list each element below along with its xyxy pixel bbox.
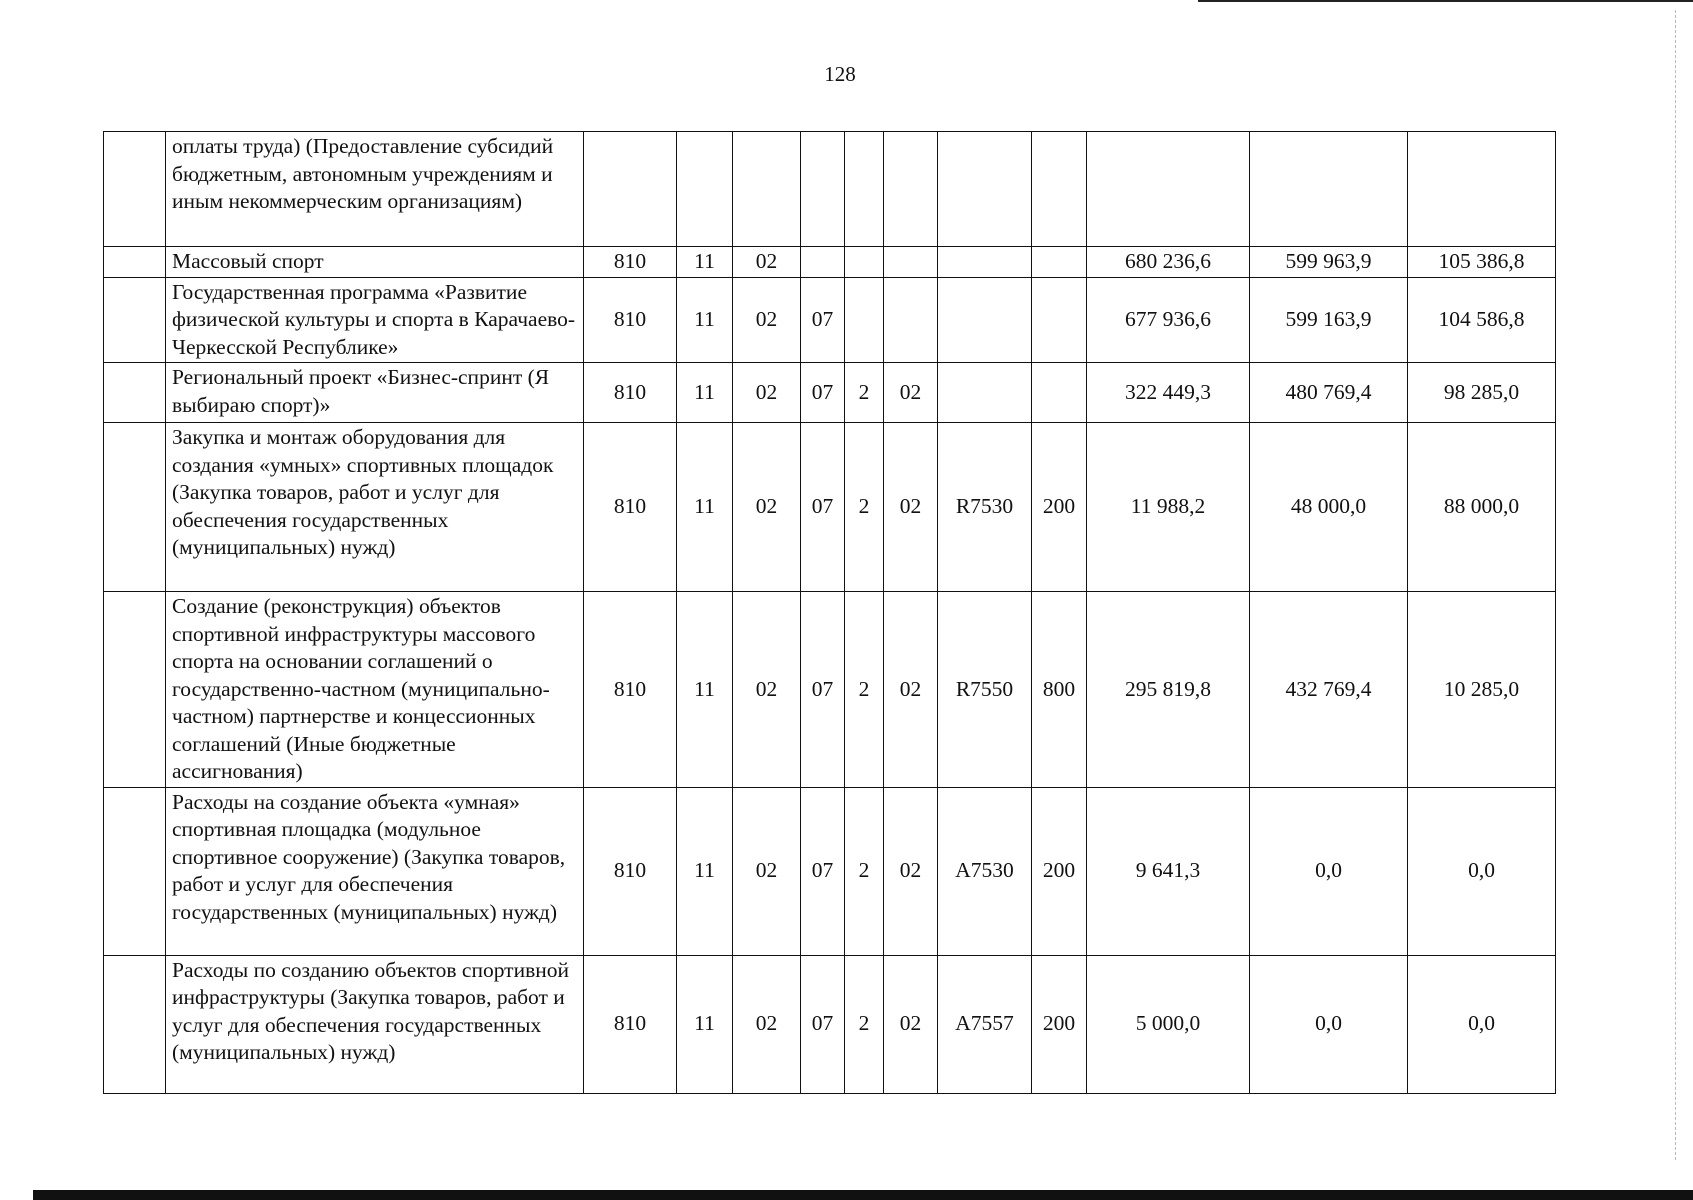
measure-code-cell <box>884 132 938 247</box>
expense-type-cell <box>1032 277 1087 363</box>
measure-code-cell <box>884 247 938 278</box>
row-number-cell <box>104 592 166 788</box>
section-code-cell <box>677 132 733 247</box>
expense-type-cell <box>1032 247 1087 278</box>
expense-direction-cell: R7550 <box>938 592 1032 788</box>
ministry-code-cell: 810 <box>584 363 677 423</box>
amount-year3-cell: 0,0 <box>1408 955 1556 1093</box>
page-number: 128 <box>824 62 856 86</box>
table-row <box>104 787 1556 955</box>
ministry-code-cell: 810 <box>584 592 677 788</box>
subprogram-code-cell: 2 <box>845 955 884 1093</box>
section-code-cell: 11 <box>677 955 733 1093</box>
amount-year1-cell: 295 819,8 <box>1087 592 1250 788</box>
expense-direction-cell <box>938 247 1032 278</box>
expense-direction-cell <box>938 363 1032 423</box>
row-name-cell: Создание (реконструкция) объектов спортивной инфраструктуры массового спорта на основании соглашений о государственно-частном (муниципально-частном) партнерстве и концессионных соглашений (Иные бюджетные ассигнования) <box>166 592 584 788</box>
expense-type-cell: 200 <box>1032 423 1087 592</box>
measure-code-cell: 02 <box>884 787 938 955</box>
ministry-code-cell: 810 <box>584 247 677 278</box>
program-code-cell: 07 <box>801 277 845 363</box>
measure-code-cell: 02 <box>884 363 938 423</box>
bottom-scan-bar <box>33 1190 1693 1200</box>
subprogram-code-cell <box>845 132 884 247</box>
expense-direction-cell: A7557 <box>938 955 1032 1093</box>
row-name-cell: Региональный проект «Бизнес-спринт (Я выбираю спорт)» <box>166 363 584 423</box>
section-code-cell: 11 <box>677 787 733 955</box>
row-number-cell <box>104 363 166 423</box>
program-code-cell: 07 <box>801 955 845 1093</box>
budget-table <box>103 131 1556 1094</box>
amount-year2-cell: 599 963,9 <box>1250 247 1408 278</box>
table-row <box>104 363 1556 423</box>
expense-direction-cell: A7530 <box>938 787 1032 955</box>
amount-year2-cell <box>1250 132 1408 247</box>
amount-year1-cell: 322 449,3 <box>1087 363 1250 423</box>
amount-year3-cell: 10 285,0 <box>1408 592 1556 788</box>
expense-type-cell: 800 <box>1032 592 1087 788</box>
table-row <box>104 247 1556 278</box>
program-code-cell: 07 <box>801 423 845 592</box>
ministry-code-cell <box>584 132 677 247</box>
measure-code-cell <box>884 277 938 363</box>
table-row <box>104 277 1556 363</box>
row-number-cell <box>104 247 166 278</box>
amount-year2-cell: 599 163,9 <box>1250 277 1408 363</box>
section-code-cell: 11 <box>677 423 733 592</box>
table-row <box>104 132 1556 247</box>
subsection-code-cell: 02 <box>733 277 801 363</box>
amount-year2-cell: 480 769,4 <box>1250 363 1408 423</box>
amount-year3-cell <box>1408 132 1556 247</box>
amount-year3-cell: 0,0 <box>1408 787 1556 955</box>
subsection-code-cell: 02 <box>733 423 801 592</box>
section-code-cell: 11 <box>677 277 733 363</box>
amount-year3-cell: 105 386,8 <box>1408 247 1556 278</box>
amount-year3-cell: 88 000,0 <box>1408 423 1556 592</box>
amount-year1-cell: 5 000,0 <box>1087 955 1250 1093</box>
amount-year3-cell: 104 586,8 <box>1408 277 1556 363</box>
row-name-cell: Государственная программа «Развитие физической культуры и спорта в Карачаево-Черкесской Республике» <box>166 277 584 363</box>
amount-year2-cell: 0,0 <box>1250 787 1408 955</box>
subprogram-code-cell <box>845 277 884 363</box>
ministry-code-cell: 810 <box>584 423 677 592</box>
expense-direction-cell: R7530 <box>938 423 1032 592</box>
program-code-cell: 07 <box>801 787 845 955</box>
subsection-code-cell: 02 <box>733 592 801 788</box>
ministry-code-cell: 810 <box>584 277 677 363</box>
program-code-cell: 07 <box>801 363 845 423</box>
row-number-cell <box>104 423 166 592</box>
table-row <box>104 955 1556 1093</box>
row-name-cell: Расходы на создание объекта «умная» спортивная площадка (модульное спортивное сооружение) (Закупка товаров, работ и услуг для обеспечения государственных (муниципальных) нужд) <box>166 787 584 955</box>
subprogram-code-cell: 2 <box>845 787 884 955</box>
subprogram-code-cell: 2 <box>845 363 884 423</box>
amount-year1-cell: 680 236,6 <box>1087 247 1250 278</box>
program-code-cell <box>801 247 845 278</box>
row-name-cell: Массовый спорт <box>166 247 584 278</box>
expense-type-cell: 200 <box>1032 787 1087 955</box>
expense-type-cell <box>1032 363 1087 423</box>
amount-year2-cell: 432 769,4 <box>1250 592 1408 788</box>
expense-direction-cell <box>938 132 1032 247</box>
ministry-code-cell: 810 <box>584 787 677 955</box>
expense-direction-cell <box>938 277 1032 363</box>
measure-code-cell: 02 <box>884 423 938 592</box>
amount-year1-cell: 9 641,3 <box>1087 787 1250 955</box>
row-name-cell: Расходы по созданию объектов спортивной инфраструктуры (Закупка товаров, работ и услуг для обеспечения государственных (муниципальных) нужд) <box>166 955 584 1093</box>
row-number-cell <box>104 132 166 247</box>
amount-year3-cell: 98 285,0 <box>1408 363 1556 423</box>
table-row <box>104 592 1556 788</box>
ministry-code-cell: 810 <box>584 955 677 1093</box>
amount-year1-cell <box>1087 132 1250 247</box>
program-code-cell <box>801 132 845 247</box>
subsection-code-cell: 02 <box>733 363 801 423</box>
table-row <box>104 423 1556 592</box>
row-number-cell <box>104 787 166 955</box>
program-code-cell: 07 <box>801 592 845 788</box>
subsection-code-cell <box>733 132 801 247</box>
amount-year2-cell: 0,0 <box>1250 955 1408 1093</box>
subprogram-code-cell: 2 <box>845 423 884 592</box>
amount-year2-cell: 48 000,0 <box>1250 423 1408 592</box>
row-number-cell <box>104 955 166 1093</box>
subsection-code-cell: 02 <box>733 955 801 1093</box>
section-code-cell: 11 <box>677 363 733 423</box>
row-number-cell <box>104 277 166 363</box>
scan-edge-marks <box>1675 10 1678 1160</box>
subsection-code-cell: 02 <box>733 247 801 278</box>
subsection-code-cell: 02 <box>733 787 801 955</box>
subprogram-code-cell: 2 <box>845 592 884 788</box>
expense-type-cell <box>1032 132 1087 247</box>
subprogram-code-cell <box>845 247 884 278</box>
amount-year1-cell: 11 988,2 <box>1087 423 1250 592</box>
section-code-cell: 11 <box>677 592 733 788</box>
expense-type-cell: 200 <box>1032 955 1087 1093</box>
top-edge-rule <box>1198 0 1693 2</box>
measure-code-cell: 02 <box>884 592 938 788</box>
amount-year1-cell: 677 936,6 <box>1087 277 1250 363</box>
section-code-cell: 11 <box>677 247 733 278</box>
row-name-cell: оплаты труда) (Предоставление субсидий бюджетным, автономным учреждениям и иным некоммерческим организациям) <box>166 132 584 247</box>
measure-code-cell: 02 <box>884 955 938 1093</box>
row-name-cell: Закупка и монтаж оборудования для создания «умных» спортивных площадок (Закупка товаров, работ и услуг для обеспечения государственных (муниципальных) нужд) <box>166 423 584 592</box>
